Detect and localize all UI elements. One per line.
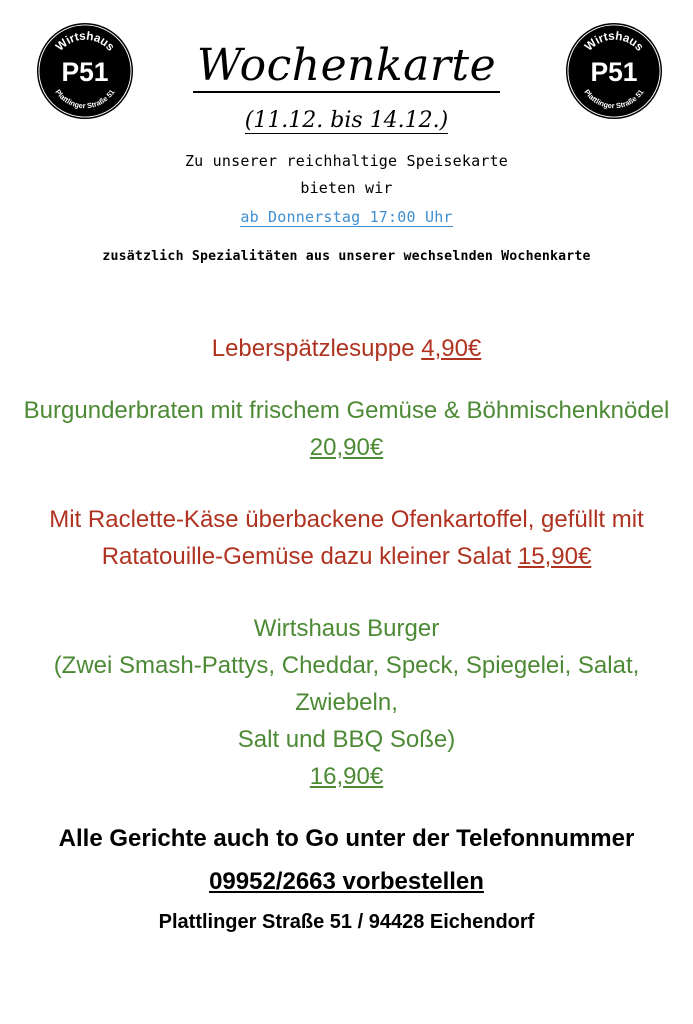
logo-main-text: P51 [61, 56, 109, 87]
footer-phone: 09952/2663 vorbestellen [209, 868, 484, 895]
dish-description-line-2: Ratatouille-Gemüse dazu kleiner Salat [101, 543, 512, 570]
page-title: Wochenkarte [0, 40, 693, 91]
intro-line-2: bieten wir [300, 179, 393, 197]
intro-line-availability: ab Donnerstag 17:00 Uhr [240, 208, 453, 226]
dish-price: 4,90€ [421, 335, 482, 362]
dish-item [0, 610, 693, 795]
dish-name: Burgunderbraten mit frischem Gemüse & Böhmischenknödel [23, 397, 670, 424]
logo-main-text: P51 [590, 56, 638, 87]
dish-price: 20,90€ [309, 434, 384, 461]
dish-name: Wirtshaus Burger [253, 615, 440, 642]
dish-description-line-1: (Zwei Smash-Pattys, Cheddar, Speck, Spiegelei, Salat, Zwiebeln, [53, 652, 640, 716]
logo-top-text: Wirtshaus [582, 29, 647, 54]
logo-bottom-text: Plattlinger Straße 51 [53, 87, 117, 111]
logo-bottom-text: Plattlinger Straße 51 [582, 87, 646, 111]
date-range: (11.12. bis 14.12.) [244, 108, 449, 133]
dish-description-line-1: Mit Raclette-Käse überbackene Ofenkartoffel, gefüllt mit [49, 506, 644, 533]
dish-item [0, 392, 693, 466]
logo-top-text: Wirtshaus [53, 29, 118, 54]
dish-item [0, 330, 693, 367]
dish-price: 15,90€ [517, 543, 592, 570]
intro-line-1: Zu unserer reichhaltige Speisekarte [184, 152, 509, 170]
dish-description-line-2: Salt und BBQ Soße) [237, 726, 456, 753]
dish-price: 16,90€ [309, 763, 384, 790]
footer-to-go-text: Alle Gerichte auch to Go unter der Telefonnummer [58, 825, 635, 852]
dish-item [0, 501, 693, 575]
intro-line-4: zusätzlich Spezialitäten aus unserer wechselnden Wochenkarte [102, 249, 591, 264]
dish-name: Leberspätzlesuppe [211, 335, 415, 362]
footer-address: Plattlinger Straße 51 / 94428 Eichendorf [158, 911, 535, 933]
